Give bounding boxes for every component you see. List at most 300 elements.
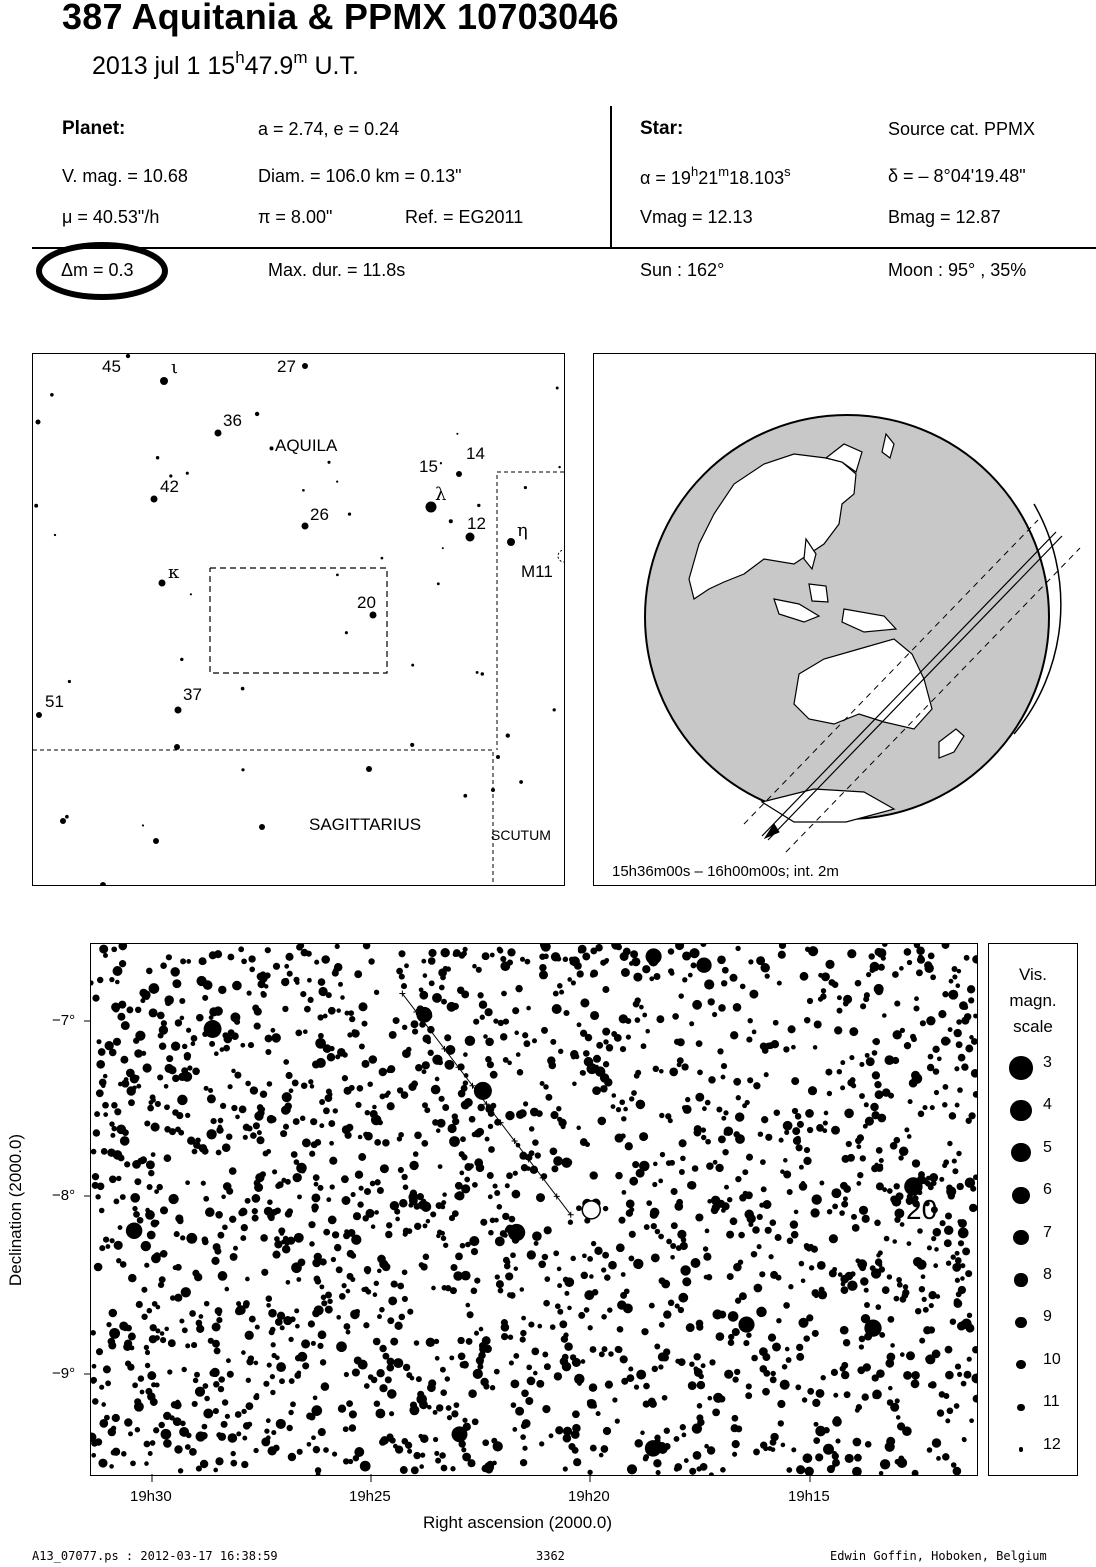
field-star (98, 1048, 106, 1056)
field-star (899, 966, 904, 971)
field-star (132, 1206, 137, 1211)
field-star (117, 1013, 125, 1021)
field-star (794, 1210, 799, 1215)
field-star (844, 1109, 854, 1119)
finder-star (180, 658, 183, 661)
field-star (465, 1242, 471, 1248)
planet-vmag: V. mag. = 10.68 (62, 166, 188, 186)
field-star (215, 1457, 223, 1465)
field-star (536, 1380, 544, 1388)
x-axis-title: Right ascension (2000.0) (423, 1513, 613, 1532)
field-star (130, 1460, 136, 1466)
field-star (144, 1120, 150, 1126)
field-star (600, 1085, 607, 1092)
field-star (196, 1466, 202, 1472)
field-star (841, 1362, 848, 1369)
field-star (963, 1004, 969, 1010)
field-star (139, 1157, 146, 1164)
field-star (377, 1269, 382, 1274)
field-star (592, 1086, 601, 1095)
field-star (147, 1308, 153, 1314)
field-star (203, 1383, 209, 1389)
field-star (853, 1438, 862, 1447)
field-star (145, 1208, 150, 1213)
field-star (634, 1439, 643, 1448)
field-star (952, 1159, 957, 1164)
field-star (334, 1244, 341, 1251)
field-star (465, 1303, 470, 1308)
field-star (271, 1430, 276, 1435)
field-star (136, 1084, 141, 1089)
field-star (274, 1240, 282, 1248)
field-star (563, 1332, 568, 1337)
field-star (108, 1428, 116, 1436)
field-star (421, 959, 426, 964)
field-star (257, 1130, 262, 1135)
star-source-catalog: Source cat. PPMX (888, 119, 1036, 139)
field-star (151, 1152, 156, 1157)
field-star (520, 957, 525, 962)
field-star (961, 1381, 967, 1387)
field-star (693, 1451, 702, 1460)
field-star (377, 1314, 382, 1319)
field-star (961, 1063, 968, 1070)
finder-star (411, 664, 414, 667)
field-star (252, 1194, 261, 1203)
field-star (458, 1090, 466, 1098)
field-star (414, 1340, 420, 1346)
finder-star (151, 496, 158, 503)
field-star (872, 1071, 880, 1079)
field-star (520, 1287, 525, 1292)
field-star (102, 1102, 109, 1109)
field-star (643, 1383, 650, 1390)
field-star (965, 1045, 973, 1053)
field-star (175, 1264, 182, 1271)
finder-label-51: 51 (45, 692, 64, 711)
field-star (359, 1186, 364, 1191)
finder-star (491, 788, 495, 792)
field-star (932, 1046, 939, 1053)
legend-entry (989, 1308, 1077, 1336)
field-star (156, 1184, 162, 1190)
field-star (243, 1135, 248, 1140)
field-star (753, 1082, 760, 1089)
field-star (180, 958, 186, 964)
star-vmag: Vmag = 12.13 (640, 207, 753, 227)
field-star (890, 1343, 895, 1348)
field-star (365, 1110, 370, 1115)
field-star (313, 1446, 320, 1453)
field-star (549, 1062, 557, 1070)
constellation-sagittarius: SAGITTARIUS (309, 815, 422, 834)
field-star (271, 1342, 276, 1347)
field-star (834, 1026, 842, 1034)
field-star (397, 1283, 404, 1290)
field-star (843, 1001, 849, 1007)
field-star (688, 1381, 697, 1390)
field-star (328, 1007, 336, 1015)
field-star (734, 1369, 740, 1375)
field-star (951, 1254, 956, 1259)
field-star (590, 1011, 599, 1020)
field-star (130, 1193, 140, 1203)
field-star (209, 1041, 215, 1047)
field-star (463, 1052, 468, 1057)
field-star (105, 1380, 111, 1386)
field-star (674, 1436, 680, 1442)
field-star (679, 1169, 685, 1175)
field-star (829, 1236, 834, 1241)
field-star (582, 1253, 587, 1258)
field-star (783, 1158, 788, 1163)
field-star (887, 1316, 894, 1323)
field-star (542, 1352, 548, 1358)
field-star (149, 1008, 158, 1017)
field-star (608, 1261, 617, 1270)
field-star (911, 1379, 920, 1388)
field-star (319, 1099, 325, 1105)
field-star (487, 1172, 494, 1179)
field-star (308, 1320, 315, 1327)
field-star (323, 1107, 330, 1114)
field-star (871, 1268, 881, 1278)
field-star (150, 1094, 156, 1100)
field-star (747, 1214, 756, 1223)
field-star (379, 1307, 385, 1313)
field-star (816, 1389, 825, 1398)
field-star (628, 1366, 633, 1371)
field-star (732, 1376, 738, 1382)
magnitude-scale-legend (988, 943, 1078, 1476)
field-star (192, 1149, 198, 1155)
field-star (916, 946, 925, 955)
field-star (525, 959, 531, 965)
x-axis-ticks (90, 1474, 978, 1484)
field-star (685, 1097, 690, 1102)
field-star (164, 1126, 171, 1133)
field-star (216, 1150, 222, 1156)
field-star (211, 1257, 219, 1265)
field-star (707, 1396, 712, 1401)
field-star (494, 1218, 499, 1223)
constellation-boundary-sagittarius (33, 750, 493, 885)
field-star (213, 1408, 219, 1414)
field-star (403, 1228, 410, 1235)
field-star (246, 1358, 253, 1365)
field-star (314, 960, 319, 965)
field-star (666, 1239, 672, 1245)
field-star (170, 967, 179, 976)
field-star (363, 1132, 369, 1138)
field-star (473, 1019, 479, 1025)
field-star (603, 1061, 609, 1067)
finder-star (68, 680, 71, 683)
field-star (113, 1150, 123, 1160)
field-star (364, 1188, 371, 1195)
finder-star (456, 433, 458, 435)
field-star (275, 1355, 280, 1360)
field-star (783, 1121, 793, 1131)
field-star (931, 1236, 936, 1241)
field-star (203, 1196, 209, 1202)
field-star (210, 1118, 216, 1124)
field-star (676, 1245, 682, 1251)
field-star (263, 1381, 269, 1387)
field-star (175, 1214, 183, 1222)
field-star (493, 1018, 498, 1023)
field-star (747, 1077, 753, 1083)
field-star (238, 1209, 245, 1216)
field-star (668, 1118, 673, 1123)
field-star (445, 1045, 455, 1055)
field-star (440, 1204, 445, 1209)
field-star (438, 1164, 443, 1169)
field-star (160, 1337, 166, 1343)
field-star (452, 1118, 459, 1125)
field-star (716, 1332, 725, 1341)
field-star (394, 1322, 402, 1330)
field-star (96, 1089, 104, 1097)
field-star (625, 1018, 631, 1024)
field-star (697, 1381, 705, 1389)
field-star (705, 1100, 711, 1106)
field-star (851, 1214, 857, 1220)
field-star (203, 980, 213, 990)
field-star (300, 991, 306, 997)
field-star (708, 1076, 716, 1084)
field-star (732, 1452, 737, 1457)
field-star (864, 1102, 869, 1107)
finder-star (153, 838, 159, 844)
field-star (654, 1435, 660, 1441)
field-star (967, 985, 975, 993)
field-star (288, 1410, 293, 1415)
field-star (327, 1053, 335, 1061)
field-star (308, 1079, 313, 1084)
field-star (720, 1467, 726, 1473)
footer-file-info: A13_07077.ps : 2012-03-17 16:38:59 (32, 1549, 278, 1563)
field-star (147, 1231, 156, 1240)
field-star (125, 1360, 131, 1366)
planet-motion: μ = 40.53"/h (62, 207, 160, 227)
star-right-ascension: $\alpha = 19^h21^m18.103^s$ (640, 164, 791, 188)
field-star (321, 955, 330, 964)
legend-label: 4 (1043, 1096, 1052, 1114)
field-star (934, 1247, 939, 1252)
field-star (458, 1352, 466, 1360)
field-star (450, 1466, 455, 1471)
field-star (621, 1272, 626, 1277)
field-star (453, 952, 458, 957)
field-star (897, 1422, 905, 1430)
field-star (93, 1129, 100, 1136)
field-star (311, 1341, 316, 1346)
field-star (435, 1356, 440, 1361)
field-star (693, 1353, 700, 1360)
field-star (712, 1409, 720, 1417)
field-star (513, 1353, 519, 1359)
field-star (455, 1253, 463, 1261)
field-star (132, 1086, 137, 1091)
field-star (454, 1192, 461, 1199)
field-star (216, 1317, 222, 1323)
field-star (495, 1274, 500, 1279)
field-star (684, 1458, 689, 1463)
field-star (617, 1326, 623, 1332)
field-star (845, 1454, 854, 1463)
field-star (329, 1141, 334, 1146)
field-star (479, 1000, 487, 1008)
field-star (344, 1323, 351, 1330)
field-star (791, 1447, 796, 1452)
field-star (371, 1377, 378, 1384)
field-star (641, 1043, 647, 1049)
field-star (765, 1134, 772, 1141)
field-star (874, 1220, 881, 1227)
field-star (866, 1057, 875, 1066)
field-star (520, 1459, 527, 1466)
field-star (944, 1239, 952, 1247)
field-star (179, 998, 185, 1004)
field-star (297, 1352, 307, 1362)
field-star (692, 1423, 702, 1433)
field-star (856, 1404, 862, 1410)
field-star (298, 1259, 306, 1267)
field-star (745, 1191, 753, 1199)
field-star (537, 1324, 542, 1329)
field-star (576, 1205, 582, 1211)
x-tick-label: 19h30 (130, 1488, 172, 1505)
finder-star (556, 387, 559, 390)
field-star (354, 970, 362, 978)
field-star (223, 1182, 232, 1191)
field-star (557, 1117, 562, 1122)
field-star (670, 1255, 675, 1260)
finder-star (60, 818, 66, 824)
field-star (628, 1255, 634, 1261)
field-star (557, 1267, 562, 1272)
field-star (602, 1346, 608, 1352)
field-star (291, 1151, 298, 1158)
field-star (973, 1395, 977, 1403)
field-star (933, 1228, 942, 1237)
field-star (682, 1277, 691, 1286)
field-star (346, 1289, 351, 1294)
field-star (541, 944, 551, 952)
field-star (885, 1359, 894, 1368)
field-star (577, 1381, 582, 1386)
field-star (441, 948, 450, 957)
field-star (493, 1441, 503, 1451)
field-star (231, 1032, 239, 1040)
field-star (294, 1372, 301, 1379)
field-star (290, 1316, 296, 1322)
field-star (214, 1051, 219, 1056)
field-star (423, 1254, 430, 1261)
field-star (476, 967, 482, 973)
field-star (955, 1278, 960, 1283)
finder-star (476, 671, 479, 674)
field-star (651, 1253, 660, 1262)
field-star (636, 1370, 646, 1380)
field-star (813, 1437, 820, 1444)
field-star (631, 957, 640, 966)
field-star (440, 1367, 446, 1373)
field-star (181, 1287, 191, 1297)
field-star (680, 1424, 686, 1430)
planet-reference: Ref. = EG2011 (405, 207, 524, 227)
field-star (415, 1064, 422, 1071)
field-star (798, 1318, 808, 1328)
zoom-region-box (210, 568, 387, 673)
footer-author: Edwin Goffin, Hoboken, Belgium (830, 1549, 1047, 1563)
field-star (917, 956, 925, 964)
field-star (967, 1357, 972, 1362)
field-star (318, 1185, 324, 1191)
field-star (379, 1068, 387, 1076)
field-star (109, 977, 114, 982)
field-star (545, 1094, 552, 1101)
field-star (317, 1343, 323, 1349)
field-star (366, 1289, 372, 1295)
field-star (402, 1296, 408, 1302)
finder-star (327, 461, 330, 464)
field-star (492, 1461, 497, 1466)
field-star (555, 1426, 563, 1434)
field-star (925, 964, 934, 973)
field-star (705, 1139, 711, 1145)
field-star (599, 1351, 605, 1357)
finder-star (190, 593, 192, 595)
field-star (391, 1281, 398, 1288)
field-star (713, 1393, 723, 1403)
field-star (287, 1425, 293, 1431)
field-star (327, 1299, 332, 1304)
field-star (796, 1465, 805, 1474)
field-star (191, 1041, 196, 1046)
field-star (894, 1001, 900, 1007)
field-star (882, 1013, 887, 1018)
field-star (965, 1270, 972, 1277)
field-star (949, 979, 954, 984)
field-star (697, 1403, 703, 1409)
field-star (393, 1358, 403, 1368)
field-star (289, 1088, 294, 1093)
field-star (712, 1012, 717, 1017)
field-star (295, 1324, 300, 1329)
field-star (257, 973, 265, 981)
legend-entry (989, 1436, 1077, 1464)
field-star (91, 1453, 96, 1458)
field-star (336, 1341, 347, 1352)
field-star (771, 1447, 776, 1452)
field-star (818, 973, 823, 978)
field-star (488, 1230, 494, 1236)
field-star (765, 973, 770, 978)
field-star (110, 1238, 115, 1243)
field-star (191, 1035, 198, 1042)
field-star (639, 1161, 650, 1172)
field-star (163, 1439, 172, 1448)
field-star (218, 1271, 228, 1281)
field-star (135, 1427, 140, 1432)
field-star (375, 1339, 380, 1344)
field-star (589, 1383, 597, 1391)
field-star (543, 953, 549, 959)
field-star (701, 1363, 706, 1368)
field-star (563, 957, 569, 963)
